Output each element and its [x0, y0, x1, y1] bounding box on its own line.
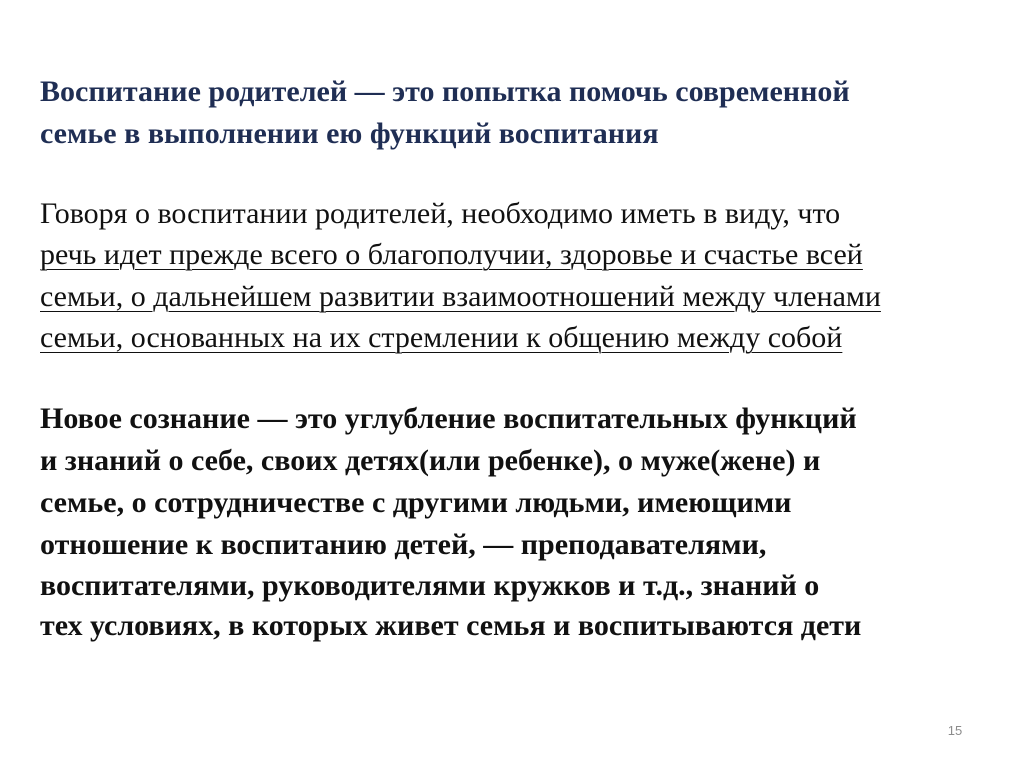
bold-paragraph-line-4: отношение к воспитанию детей, — преподавателями, [40, 528, 767, 561]
bold-paragraph-line-1: Новое сознание — это углубление воспитательных функций [40, 402, 857, 435]
paragraph-line-4: семьи, основанных на их стремлении к общению между собой [40, 321, 843, 354]
paragraph-line-1: Говоря о воспитании родителей, необходимо иметь в виду, что [40, 197, 841, 230]
bold-paragraph-line-5: воспитателями, руководителями кружков и т.д., знаний о [40, 569, 820, 602]
paragraph-line-3: семьи, о дальнейшем развитии взаимоотношений между членами [40, 280, 881, 313]
bold-paragraph-line-2: и знаний о себе, своих детях(или ребенке), о муже(жене) и [40, 444, 821, 477]
paragraph-line-2: речь идет прежде всего о благополучии, здоровье и счастье всей [40, 238, 863, 271]
bold-paragraph-line-6: тех условиях, в которых живет семья и воспитываются дети [40, 609, 862, 642]
page-number: 15 [947, 723, 963, 738]
slide-title-line-2: семье в выполнении ею функций воспитания [40, 117, 659, 150]
bold-paragraph-line-3: семье, о сотрудничестве с другими людьми, имеющими [40, 486, 792, 519]
slide-title-line-1: Воспитание родителей — это попытка помочь современной [40, 75, 850, 108]
